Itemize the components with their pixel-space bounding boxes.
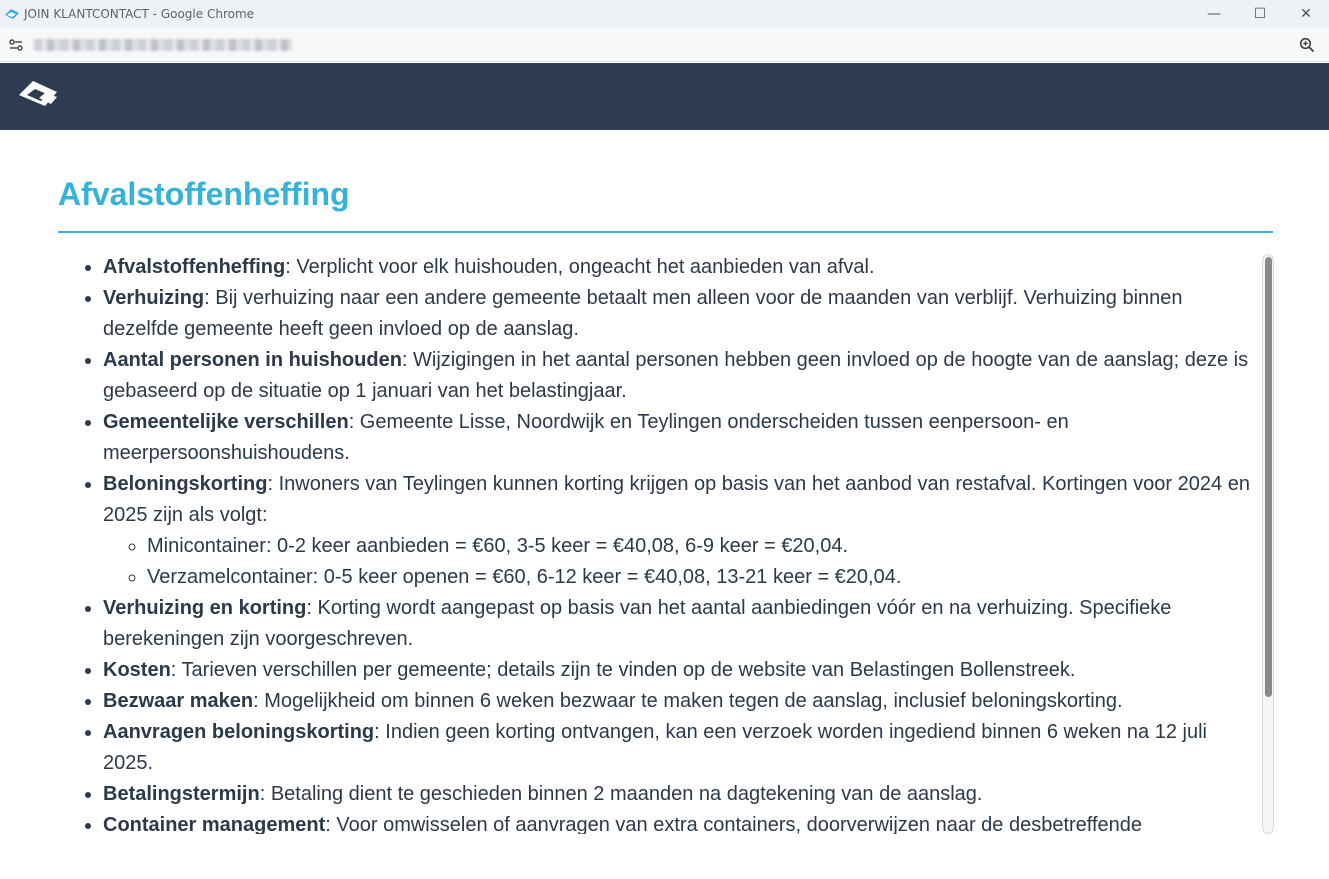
list-item (103, 469, 1259, 593)
list-item-text: : Gemeente Lisse, Noordwijk en Teylingen onderscheiden tussen eenpersoon- en meerpersoonshuishoudens. (103, 411, 1069, 464)
list-item-term: Beloningskorting (103, 473, 268, 495)
list-item-text: : Tarieven verschillen per gemeente; details zijn te vinden op de website van Belastingen Bollenstreek. (170, 659, 1076, 681)
content-header (58, 130, 1273, 233)
list-item-term: Aanvragen beloningskorting (103, 721, 375, 743)
list-item (103, 407, 1259, 469)
list-item-text: : Indien geen korting ontvangen, kan een verzoek worden ingediend binnen 6 weken na 12 juli 2025. (103, 721, 1207, 774)
list-item-term: Bezwaar maken (103, 690, 254, 712)
list-item (103, 810, 1259, 834)
list-item-term: Kosten (103, 659, 171, 681)
list-item (103, 252, 1259, 283)
maximize-button[interactable]: ☐ (1253, 6, 1267, 22)
minimize-button[interactable]: — (1207, 6, 1221, 22)
close-button[interactable]: ✕ (1300, 6, 1312, 22)
content-scroll-area[interactable] (58, 252, 1275, 834)
list-item-text: : Verplicht voor elk huishouden, ongeacht het aanbieden van afval. (285, 256, 875, 278)
list-item-text: : Mogelijkheid om binnen 6 weken bezwaar te maken tegen de aanslag, inclusief beloningskorting. (253, 690, 1123, 712)
list-item (103, 655, 1259, 686)
list-item-term: Verhuizing en korting (103, 597, 307, 619)
scrollbar[interactable] (1262, 254, 1274, 834)
title-divider (58, 231, 1273, 233)
list-item-text: : Betaling dient te geschieden binnen 2 maanden na dagtekening van de aanslag. (259, 783, 983, 805)
list-item-text: : Voor omwisselen of aanvragen van extra containers, doorverwijzen naar de desbetreffende (325, 814, 1143, 834)
window-controls (1191, 0, 1329, 28)
list-item-term: Betalingstermijn (103, 783, 260, 805)
window-title: JOIN KLANTCONTACT - Google Chrome (24, 7, 255, 21)
list-item (103, 593, 1259, 655)
tune-icon[interactable] (8, 37, 24, 53)
address-bar (0, 28, 1329, 62)
list-item-text: : Wijzigingen in het aantal personen hebben geen invloed op de hoogte van de aanslag; deze is gebaseerd op de situatie op 1 januari van het belastingjaar. (103, 349, 1249, 402)
join-logo-icon (4, 8, 20, 20)
list-item-term: Container management (103, 814, 326, 834)
list-item-term: Gemeentelijke verschillen (103, 411, 349, 433)
list-item (103, 717, 1259, 779)
list-item (103, 283, 1259, 345)
list-item-term: Afvalstoffenheffing (103, 256, 286, 278)
url-field[interactable] (34, 39, 292, 51)
list-item-text: : Korting wordt aangepast op basis van het aantal aanbiedingen vóór en na verhuizing. Specifieke berekeningen zijn voorgeschreven. (103, 597, 1172, 650)
zoom-in-icon[interactable] (1299, 37, 1315, 53)
page-title: Afvalstoffenheffing (58, 176, 350, 212)
list-item-term: Aantal personen in huishouden (103, 349, 402, 371)
window-titlebar (0, 0, 1329, 28)
list-item-text: : Inwoners van Teylingen kunnen korting krijgen op basis van het aanbod van restafval. Kortingen voor 2024 en 2025 zijn als volgt: (103, 473, 1250, 526)
list-item (103, 345, 1259, 407)
list-item-text: : Bij verhuizing naar een andere gemeente betaalt men alleen voor de maanden van verblijf. Verhuizing binnen dezelfde gemeente heeft geen invloed op de aanslag. (103, 287, 1183, 340)
app-header (0, 63, 1329, 130)
sub-list (103, 531, 1259, 593)
sub-list-item: ◦ Minicontainer: 0-2 keer aanbieden = €60, 3-5 keer = €40,08, 6-9 keer = €20,04. (147, 531, 1259, 562)
scrollbar-thumb[interactable] (1265, 257, 1272, 697)
info-list (58, 252, 1275, 834)
list-item (103, 779, 1259, 810)
join-logo-icon[interactable] (17, 79, 61, 109)
sub-list-item: ◦ Verzamelcontainer: 0-5 keer openen = €60, 6-12 keer = €40,08, 13-21 keer = €20,04. (147, 562, 1259, 593)
list-item-term: Verhuizing (103, 287, 205, 309)
list-item (103, 686, 1259, 717)
